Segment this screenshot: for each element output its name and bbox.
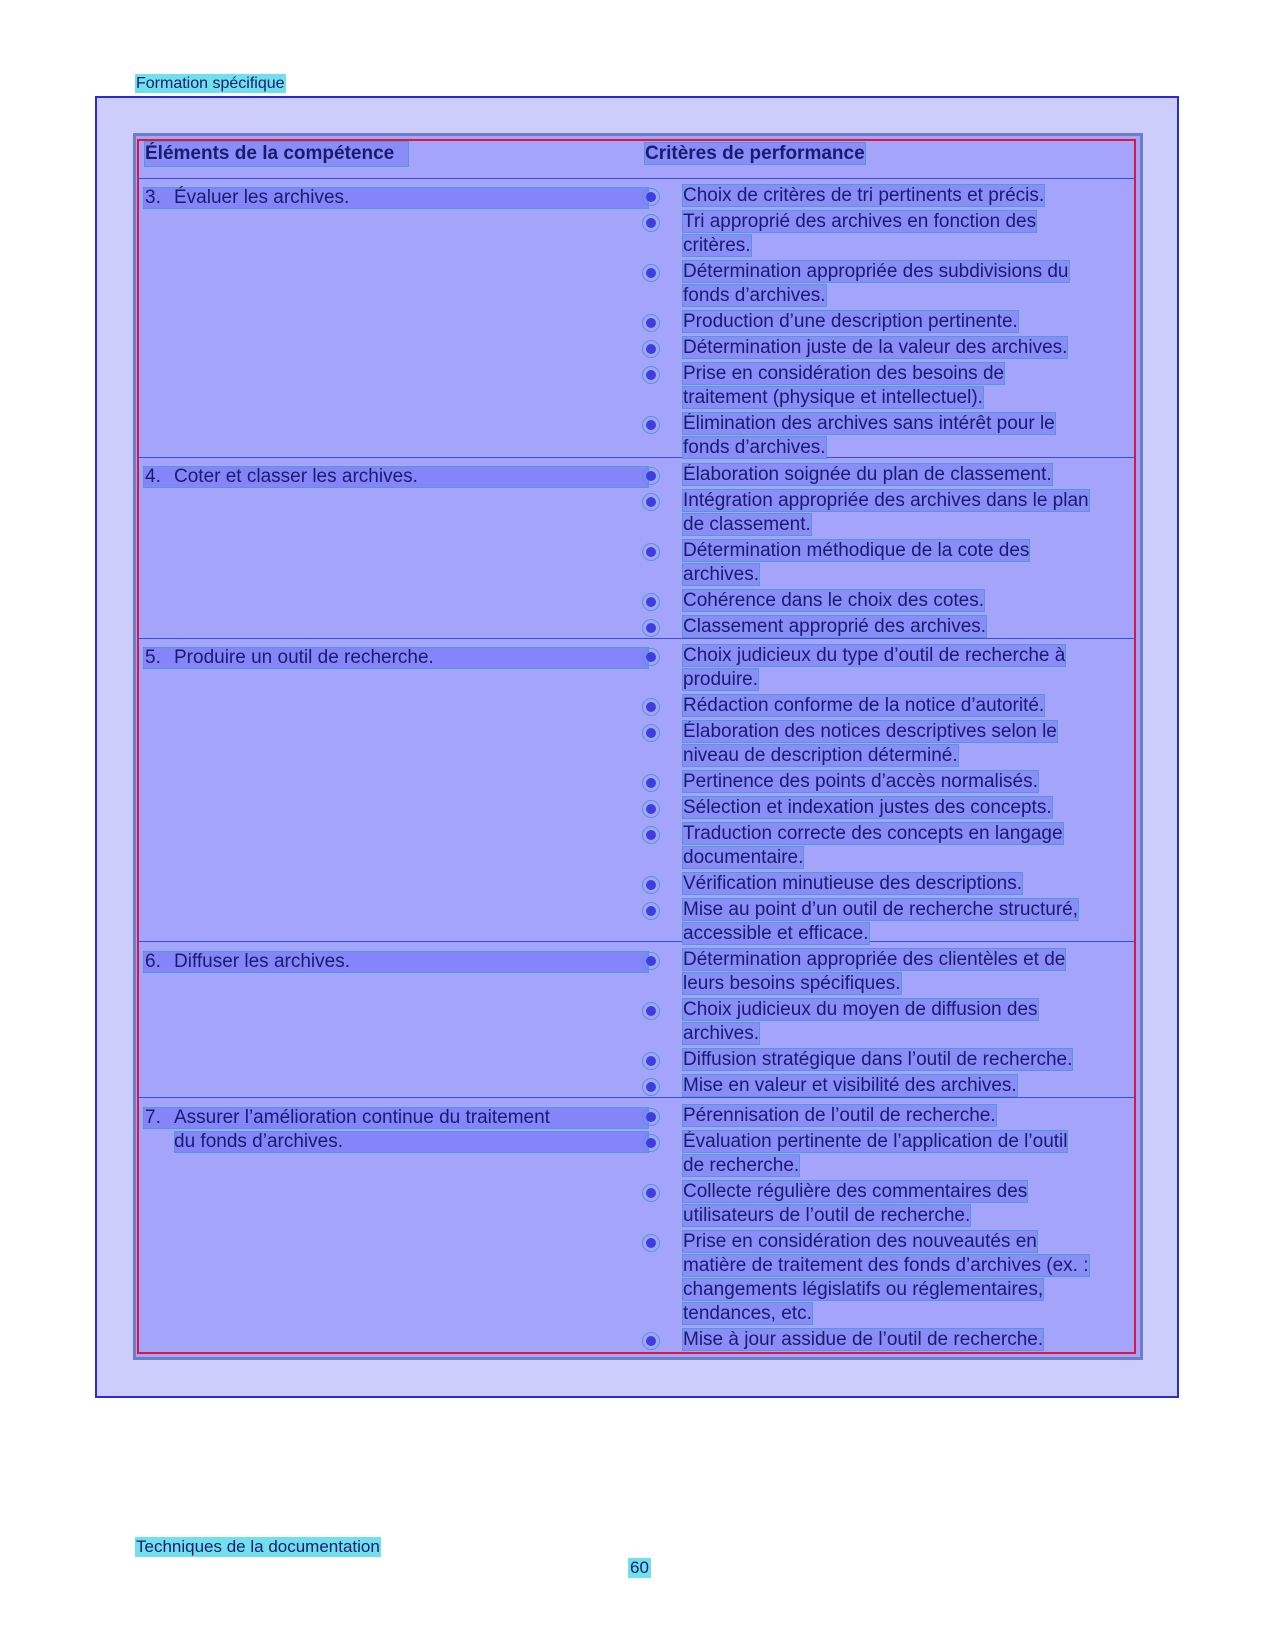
criterion-line: Production d’une description pertinente. [683,311,1018,332]
criterion-line: fonds d’archives. [683,437,826,458]
criterion-line: Diffusion stratégique dans l’outil de recherche. [683,1049,1073,1070]
bullet-icon [646,547,656,557]
criterion-line: Détermination appropriée des clientèles et de [683,949,1066,970]
performance-criterion [683,898,1128,946]
performance-criterion [683,615,1128,639]
bullet-icon [646,880,656,890]
criterion-line: Intégration appropriée des archives dans le plan [683,490,1089,511]
criterion-line: Prise en considération des besoins de [683,363,1005,384]
performance-criterion [683,998,1128,1046]
element-number: 4. [145,466,161,487]
element-label: Évaluer les archives. [174,187,350,208]
performance-criterion [683,644,1128,692]
column-header-criteria: Critères de performance [645,143,865,164]
criterion-line: archives. [683,564,760,585]
element-number: 3. [145,187,161,208]
element-number: 5. [145,647,161,668]
element-label: du fonds d’archives. [174,1131,343,1152]
bullet-icon [646,830,656,840]
bullet-icon [646,1082,656,1092]
bullet-icon [646,1056,656,1066]
performance-criterion [683,1104,1128,1128]
criterion-line: Mise en valeur et visibilité des archives. [683,1075,1017,1096]
element-label: Assurer l’amélioration continue du traitement [174,1107,550,1128]
row-separator [137,178,1136,179]
bullet-icon [646,702,656,712]
bullet-icon [646,1238,656,1248]
bullet-icon [646,623,656,633]
bullet-icon [646,344,656,354]
criterion-line: Traduction correcte des concepts en langage [683,823,1063,844]
bullet-icon [646,192,656,202]
criterion-line: Détermination appropriée des subdivisions du [683,261,1069,282]
criterion-line: archives. [683,1023,760,1044]
criterion-line: Sélection et indexation justes des concepts. [683,797,1052,818]
bullet-icon [646,1188,656,1198]
bullet-icon [646,956,656,966]
bullet-icon [646,420,656,430]
element-label: Diffuser les archives. [174,951,350,972]
performance-criterion [683,589,1128,613]
element-label: Coter et classer les archives. [174,466,418,487]
element-number: 7. [145,1107,161,1128]
performance-criterion [683,539,1128,587]
criterion-line: Classement approprié des archives. [683,616,987,637]
bullet-icon [646,1336,656,1346]
bullet-icon [646,1112,656,1122]
criterion-line: Choix judicieux du moyen de diffusion des [683,999,1038,1020]
performance-criterion [683,489,1128,537]
performance-criterion [683,1230,1128,1326]
performance-criterion [683,310,1128,334]
bullet-icon [646,652,656,662]
performance-criterion [683,796,1128,820]
bullet-icon [646,318,656,328]
criterion-line: tendances, etc. [683,1303,812,1324]
bullet-icon [646,471,656,481]
bullet-icon [646,370,656,380]
performance-criterion [683,184,1128,208]
bullet-icon [646,1138,656,1148]
criterion-line: Cohérence dans le choix des cotes. [683,590,985,611]
running-header: Formation spécifique [136,75,285,92]
performance-criterion [683,1048,1128,1072]
criterion-line: produire. [683,669,758,690]
criterion-line: leurs besoins spécifiques. [683,973,901,994]
column-header-elements: Éléments de la compétence [145,142,408,166]
criterion-line: fonds d’archives. [683,285,826,306]
criterion-line: Pérennisation de l’outil de recherche. [683,1105,996,1126]
element-number: 6. [145,951,161,972]
page-number: 60 [630,1558,649,1577]
performance-criterion [683,1130,1128,1178]
performance-criterion [683,948,1128,996]
criterion-line: Élaboration des notices descriptives selon le [683,721,1057,742]
performance-criterion [683,1180,1128,1228]
bullet-icon [646,497,656,507]
bullet-icon [646,597,656,607]
criterion-line: Mise à jour assidue de l’outil de recherche. [683,1329,1044,1350]
criterion-line: Vérification minutieuse des descriptions. [683,873,1023,894]
criterion-line: documentaire. [683,847,804,868]
bullet-icon [646,1006,656,1016]
performance-criterion [683,720,1128,768]
criterion-line: changements législatifs ou réglementaires, [683,1279,1044,1300]
criterion-line: niveau de description déterminé. [683,745,958,766]
criterion-line: Élimination des archives sans intérêt pour le [683,413,1055,434]
criterion-line: Détermination méthodique de la cote des [683,540,1030,561]
performance-criterion [683,412,1128,460]
criterion-line: Élaboration soignée du plan de classement. [683,464,1052,485]
bullet-icon [646,268,656,278]
bullet-icon [646,804,656,814]
criterion-line: Mise au point d’un outil de recherche structuré, [683,899,1078,920]
performance-criterion [683,260,1128,308]
criterion-line: Pertinence des points d’accès normalisés. [683,771,1038,792]
performance-criterion [683,822,1128,870]
performance-criterion [683,463,1128,487]
criterion-line: Évaluation pertinente de l’application de l’outil [683,1131,1068,1152]
footer-program: Techniques de la documentation [136,1537,380,1556]
performance-criterion [683,1074,1128,1098]
criterion-line: Détermination juste de la valeur des archives. [683,337,1068,358]
criterion-line: traitement (physique et intellectuel). [683,387,983,408]
performance-criterion [683,770,1128,794]
bullet-icon [646,778,656,788]
criterion-line: accessible et efficace. [683,923,869,944]
criterion-line: Collecte régulière des commentaires des [683,1181,1028,1202]
criterion-line: Prise en considération des nouveautés en [683,1231,1037,1252]
criterion-line: Choix de critères de tri pertinents et précis. [683,185,1045,206]
criterion-line: Choix judicieux du type d’outil de recherche à [683,645,1066,666]
criterion-line: Tri approprié des archives en fonction des [683,211,1037,232]
bullet-icon [646,906,656,916]
element-label: Produire un outil de recherche. [174,647,434,668]
criterion-line: critères. [683,235,751,256]
criterion-line: matière de traitement des fonds d’archives (ex. : [683,1255,1089,1276]
criterion-line: utilisateurs de l’outil de recherche. [683,1205,971,1226]
bullet-icon [646,218,656,228]
performance-criterion [683,872,1128,896]
performance-criterion [683,694,1128,718]
performance-criterion [683,362,1128,410]
bullet-icon [646,728,656,738]
performance-criterion [683,1328,1128,1352]
performance-criterion [683,210,1128,258]
performance-criterion [683,336,1128,360]
criterion-line: de recherche. [683,1155,800,1176]
criterion-line: de classement. [683,514,811,535]
criterion-line: Rédaction conforme de la notice d’autorité. [683,695,1045,716]
